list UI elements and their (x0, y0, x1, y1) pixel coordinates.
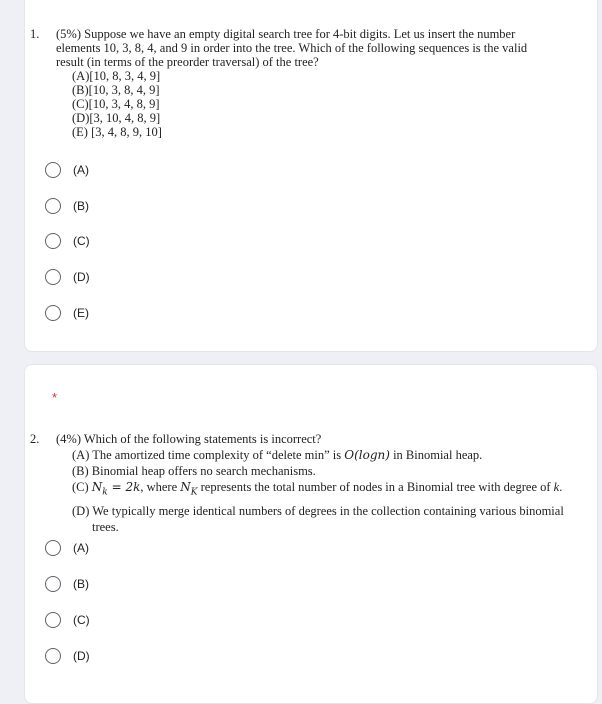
radio-button[interactable] (45, 540, 61, 556)
statement-c-math-n: N (91, 480, 103, 494)
option-label: (A) (73, 163, 89, 177)
statement-c-text: represents the total number of nodes in a Binomial tree with degree of (197, 480, 554, 494)
statement-a-math: O(logn) (344, 448, 390, 462)
question-1-choice-b: (B)[10, 3, 8, 4, 9] (72, 83, 160, 97)
option-label: (C) (73, 234, 90, 248)
question-1-choice-d: (D)[3, 10, 4, 8, 9] (72, 111, 161, 125)
option-label: (B) (73, 577, 89, 591)
statement-c-k: k (553, 480, 560, 494)
option-label: (E) (73, 306, 89, 320)
question-2-number: 2. (30, 432, 40, 446)
statement-c-equation: = 2k (107, 480, 141, 494)
required-asterisk: * (52, 390, 58, 405)
question-1-choice-a: (A)[10, 8, 3, 4, 9] (72, 69, 161, 83)
radio-button[interactable] (45, 233, 61, 249)
question-2-statement-b: (B) Binomial heap offers no search mechanisms. (72, 464, 316, 478)
question-2-stem: (4%) Which of the following statements is incorrect? (56, 432, 322, 446)
question-2-statement-d-line-1: (D) We typically merge identical numbers of degrees in the collection containing various binomial (72, 503, 564, 518)
question-1-option-d[interactable] (45, 266, 90, 288)
radio-button[interactable] (45, 269, 61, 285)
question-2-option-c[interactable] (45, 609, 90, 631)
radio-button[interactable] (45, 198, 61, 214)
statement-a-text: (A) The amortized time complexity of “delete min” is (72, 448, 345, 462)
question-2-statement-a (52, 448, 582, 462)
question-1-option-b[interactable] (45, 195, 89, 217)
option-label: (D) (73, 649, 90, 663)
question-1-choice-c: (C)[10, 3, 4, 8, 9] (72, 97, 160, 111)
question-1-number: 1. (30, 27, 40, 41)
option-label: (C) (73, 613, 90, 627)
option-label: (A) (73, 541, 89, 555)
question-1-text (30, 27, 582, 139)
radio-button[interactable] (45, 648, 61, 664)
statement-c-math-n2: N (180, 480, 191, 494)
question-2-option-b[interactable] (45, 573, 89, 595)
question-card-2 (24, 364, 598, 704)
statement-c-sub-K: K (190, 487, 198, 498)
question-2-statement-d-line-2: trees. (92, 519, 119, 534)
statement-a-text-end: in Binomial heap. (389, 448, 483, 462)
radio-button[interactable] (45, 576, 61, 592)
statement-c-period: . (559, 480, 563, 494)
question-2-text (30, 432, 582, 534)
question-1-choice-e: (E) [3, 4, 8, 9, 10] (72, 125, 162, 139)
question-2-option-d[interactable] (45, 645, 90, 667)
question-1-stem-line-2: elements 10, 3, 8, 4, and 9 in order into the tree. Which of the following sequences is the valid (56, 41, 528, 55)
option-label: (D) (73, 270, 90, 284)
statement-c-sub-k: k (102, 487, 108, 498)
question-1-option-a[interactable] (45, 159, 89, 181)
question-1-option-e[interactable] (45, 302, 89, 324)
question-2-option-a[interactable] (45, 537, 89, 559)
question-1-stem-line-1: (5%) Suppose we have an empty digital search tree for 4-bit digits. Let us insert the number (56, 27, 516, 41)
question-2-statement-c (52, 480, 582, 500)
statement-c-where: , where (140, 480, 181, 494)
radio-button[interactable] (45, 612, 61, 628)
radio-button[interactable] (45, 305, 61, 321)
question-1-option-c[interactable] (45, 230, 90, 252)
option-label: (B) (73, 199, 89, 213)
radio-button[interactable] (45, 162, 61, 178)
statement-c-prefix: (C) (72, 480, 92, 494)
question-1-stem-line-3: result (in terms of the preorder traversal) of the tree? (56, 55, 319, 69)
